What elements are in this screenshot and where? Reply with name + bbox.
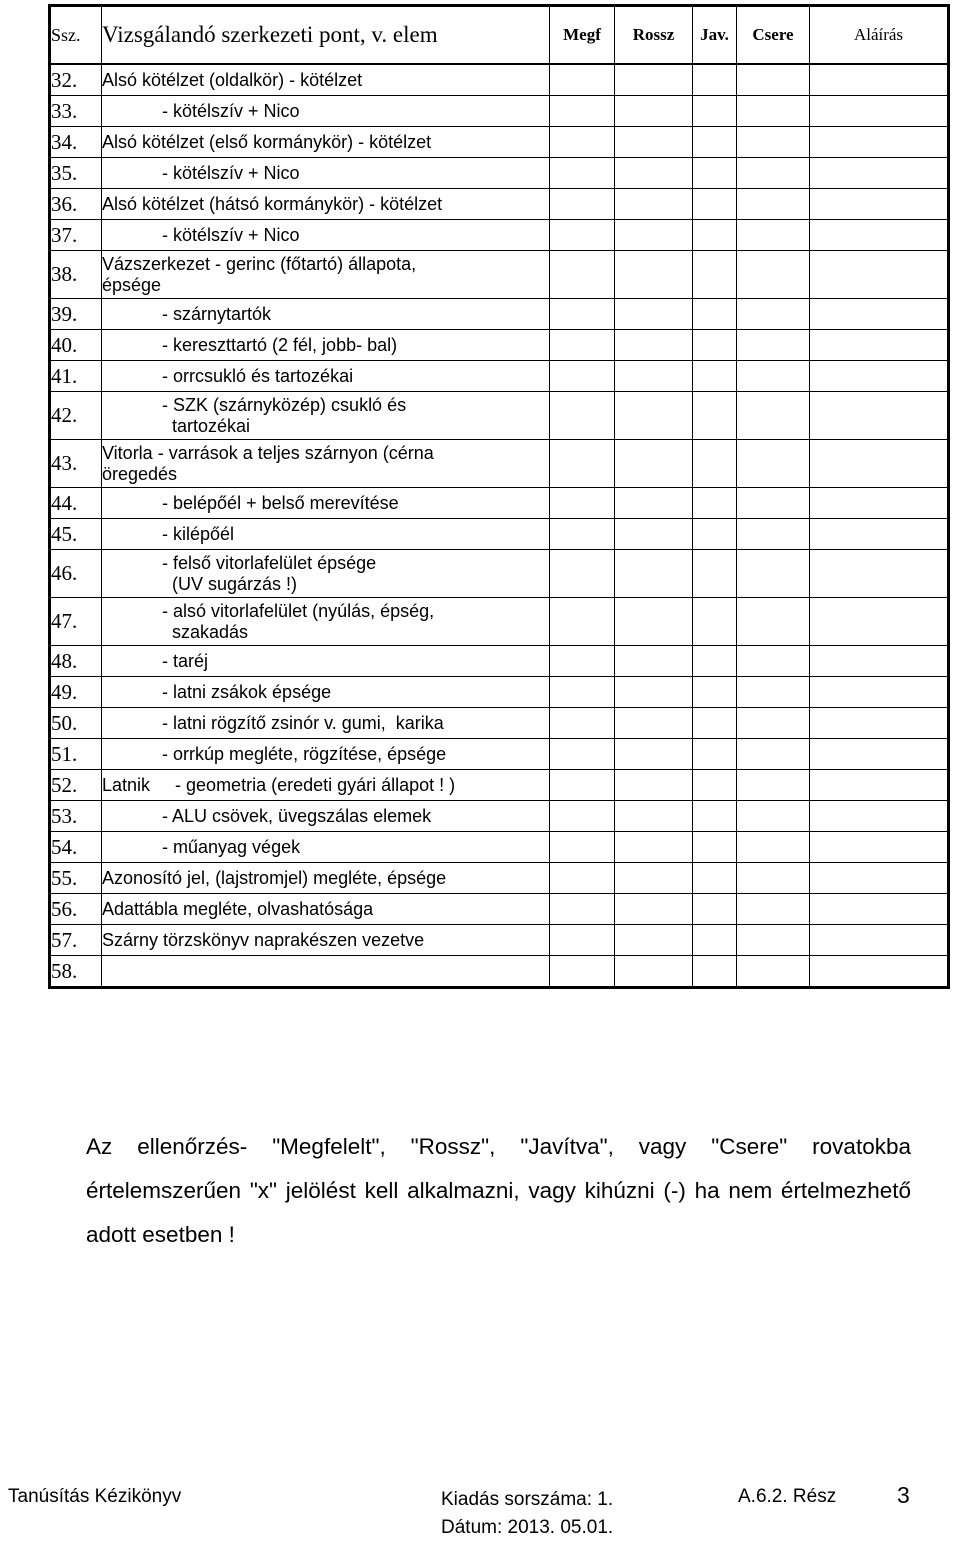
cell-csere[interactable] (737, 677, 810, 708)
cell-jav[interactable] (693, 361, 737, 392)
cell-alairas[interactable] (810, 894, 949, 925)
cell-megf[interactable] (550, 708, 615, 739)
cell-rossz[interactable] (615, 832, 693, 863)
cell-megf[interactable] (550, 127, 615, 158)
cell-megf[interactable] (550, 64, 615, 96)
cell-csere[interactable] (737, 550, 810, 598)
row-item (102, 440, 550, 488)
cell-csere[interactable] (737, 361, 810, 392)
table-row (50, 251, 949, 299)
cell-jav[interactable] (693, 440, 737, 488)
row-item (102, 220, 550, 251)
row-item-text-line2: épsége (102, 274, 162, 295)
cell-rossz[interactable] (615, 361, 693, 392)
row-item-text: - kereszttartó (2 fél, jobb- bal) (102, 334, 398, 355)
row-number: 45. (50, 519, 102, 550)
row-number: 36. (50, 189, 102, 220)
cell-alairas[interactable] (810, 251, 949, 299)
row-item-text: Vitorla - varrások a teljes szárnyon (cérna (102, 442, 434, 463)
row-item-text: - latni rögzítő zsinór v. gumi, karika (102, 712, 444, 733)
row-item (102, 158, 550, 189)
cell-jav[interactable] (693, 956, 737, 988)
cell-csere[interactable] (737, 220, 810, 251)
cell-jav[interactable] (693, 488, 737, 519)
cell-jav[interactable] (693, 220, 737, 251)
row-number: 34. (50, 127, 102, 158)
cell-rossz[interactable] (615, 64, 693, 96)
inspection-table (48, 4, 950, 989)
row-item-text-line2: öregedés (102, 463, 178, 484)
cell-megf[interactable] (550, 299, 615, 330)
cell-jav[interactable] (693, 299, 737, 330)
cell-rossz[interactable] (615, 863, 693, 894)
table-row (50, 550, 949, 598)
cell-rossz[interactable] (615, 894, 693, 925)
cell-csere[interactable] (737, 519, 810, 550)
cell-jav[interactable] (693, 708, 737, 739)
row-item (102, 677, 550, 708)
row-number: 32. (50, 64, 102, 96)
cell-alairas[interactable] (810, 96, 949, 127)
row-number: 46. (50, 550, 102, 598)
table-row (50, 330, 949, 361)
table-header-row (50, 6, 949, 65)
row-item-text: - latni zsákok épsége (102, 681, 332, 702)
cell-jav[interactable] (693, 330, 737, 361)
cell-rossz[interactable] (615, 392, 693, 440)
row-number: 44. (50, 488, 102, 519)
row-item (102, 598, 550, 646)
row-item-text: Alsó kötélzet (első kormánykör) - kötélzet (102, 131, 432, 152)
table-row (50, 801, 949, 832)
cell-csere[interactable] (737, 598, 810, 646)
row-item (102, 739, 550, 770)
cell-csere[interactable] (737, 189, 810, 220)
cell-jav[interactable] (693, 863, 737, 894)
cell-megf[interactable] (550, 96, 615, 127)
row-item (102, 863, 550, 894)
cell-rossz[interactable] (615, 251, 693, 299)
instructions-note: Az ellenőrzés- "Megfelelt", "Rossz", "Javítva", vagy "Csere" rovatokba értelemszerűen "x" jelölést kell alkalmazni, vagy kihúzni (-) ha nem értelmezhető adott esetben ! (86, 1134, 911, 1247)
row-number: 49. (50, 677, 102, 708)
footer-manual-title: Tanúsítás Kézikönyv (8, 1486, 182, 1507)
cell-csere[interactable] (737, 801, 810, 832)
row-number: 43. (50, 440, 102, 488)
cell-rossz[interactable] (615, 677, 693, 708)
cell-alairas[interactable] (810, 925, 949, 956)
cell-rossz[interactable] (615, 550, 693, 598)
table-row (50, 677, 949, 708)
row-item (102, 96, 550, 127)
cell-alairas[interactable] (810, 64, 949, 96)
table-row (50, 64, 949, 96)
header-serial-number: Ssz. (50, 6, 102, 65)
row-item-text-line2: (UV sugárzás !) (102, 573, 298, 594)
cell-rossz[interactable] (615, 519, 693, 550)
header-alairas: Aláírás (810, 6, 949, 65)
cell-jav[interactable] (693, 189, 737, 220)
cell-alairas[interactable] (810, 220, 949, 251)
cell-jav[interactable] (693, 739, 737, 770)
cell-rossz[interactable] (615, 299, 693, 330)
row-item-text: - kilépőél (102, 523, 235, 544)
row-item (102, 251, 550, 299)
cell-megf[interactable] (550, 646, 615, 677)
table-row (50, 832, 949, 863)
cell-megf[interactable] (550, 392, 615, 440)
cell-rossz[interactable] (615, 488, 693, 519)
row-item-text: Alsó kötélzet (hátsó kormánykör) - kötélzet (102, 193, 443, 214)
row-item-text: Adattábla megléte, olvashatósága (102, 898, 374, 919)
table-row (50, 299, 949, 330)
cell-megf[interactable] (550, 189, 615, 220)
cell-csere[interactable] (737, 832, 810, 863)
row-item (102, 770, 550, 801)
row-number: 51. (50, 739, 102, 770)
cell-jav[interactable] (693, 96, 737, 127)
row-number: 42. (50, 392, 102, 440)
table-row (50, 925, 949, 956)
row-item-text: - szárnytartók (102, 303, 272, 324)
page-number: 3 (897, 1482, 910, 1508)
row-item-text-line2: tartozékai (102, 415, 251, 436)
cell-megf[interactable] (550, 894, 615, 925)
row-number: 47. (50, 598, 102, 646)
row-item (102, 299, 550, 330)
cell-megf[interactable] (550, 488, 615, 519)
cell-megf[interactable] (550, 677, 615, 708)
row-item-text: - orrkúp megléte, rögzítése, épsége (102, 743, 447, 764)
cell-rossz[interactable] (615, 739, 693, 770)
row-item (102, 392, 550, 440)
row-item (102, 64, 550, 96)
cell-rossz[interactable] (615, 127, 693, 158)
cell-csere[interactable] (737, 330, 810, 361)
row-number: 39. (50, 299, 102, 330)
cell-alairas[interactable] (810, 361, 949, 392)
cell-megf[interactable] (550, 550, 615, 598)
row-number: 58. (50, 956, 102, 988)
cell-alairas[interactable] (810, 299, 949, 330)
table-row (50, 220, 949, 251)
header-inspected-item: Vizsgálandó szerkezeti pont, v. elem (102, 6, 550, 65)
row-item-text: - belépőél + belső merevítése (102, 492, 399, 513)
cell-megf[interactable] (550, 956, 615, 988)
row-item (102, 894, 550, 925)
cell-alairas[interactable] (810, 330, 949, 361)
cell-csere[interactable] (737, 64, 810, 96)
cell-csere[interactable] (737, 392, 810, 440)
footer-section: A.6.2. Rész (738, 1486, 837, 1507)
table-row (50, 956, 949, 988)
row-item-text: - kötélszív + Nico (102, 100, 300, 121)
cell-jav[interactable] (693, 677, 737, 708)
row-number: 35. (50, 158, 102, 189)
row-item-text: Azonosító jel, (lajstromjel) megléte, épsége (102, 867, 447, 888)
cell-csere[interactable] (737, 956, 810, 988)
cell-megf[interactable] (550, 440, 615, 488)
cell-jav[interactable] (693, 127, 737, 158)
cell-jav[interactable] (693, 770, 737, 801)
cell-megf[interactable] (550, 251, 615, 299)
row-item (102, 519, 550, 550)
cell-alairas[interactable] (810, 739, 949, 770)
cell-rossz[interactable] (615, 956, 693, 988)
cell-alairas[interactable] (810, 392, 949, 440)
table-row (50, 189, 949, 220)
row-number: 41. (50, 361, 102, 392)
table-row (50, 519, 949, 550)
footer-edition-block (441, 1486, 613, 1542)
cell-rossz[interactable] (615, 770, 693, 801)
table-row (50, 392, 949, 440)
cell-alairas[interactable] (810, 956, 949, 988)
cell-jav[interactable] (693, 550, 737, 598)
cell-alairas[interactable] (810, 488, 949, 519)
cell-jav[interactable] (693, 925, 737, 956)
table-row (50, 598, 949, 646)
cell-megf[interactable] (550, 801, 615, 832)
cell-rossz[interactable] (615, 598, 693, 646)
table-row (50, 488, 949, 519)
table-row (50, 770, 949, 801)
table-row (50, 739, 949, 770)
row-number: 55. (50, 863, 102, 894)
row-item (102, 488, 550, 519)
cell-alairas[interactable] (810, 519, 949, 550)
cell-csere[interactable] (737, 708, 810, 739)
row-item-text: - orrcsukló és tartozékai (102, 365, 354, 386)
cell-alairas[interactable] (810, 127, 949, 158)
row-item (102, 189, 550, 220)
cell-csere[interactable] (737, 646, 810, 677)
cell-csere[interactable] (737, 251, 810, 299)
row-item-text: - taréj (102, 650, 209, 671)
row-item-text: Szárny törzskönyv naprakészen vezetve (102, 929, 425, 950)
table-row (50, 894, 949, 925)
row-item-text: Vázszerkezet - gerinc (főtartó) állapota, (102, 253, 417, 274)
table-row (50, 158, 949, 189)
cell-csere[interactable] (737, 739, 810, 770)
footer-date: Dátum: 2013. 05.01. (441, 1517, 614, 1538)
cell-jav[interactable] (693, 392, 737, 440)
cell-csere[interactable] (737, 158, 810, 189)
row-number: 38. (50, 251, 102, 299)
cell-csere[interactable] (737, 96, 810, 127)
cell-rossz[interactable] (615, 330, 693, 361)
row-item-text: - felső vitorlafelület épsége (102, 552, 377, 573)
footer-edition: Kiadás sorszáma: 1. (441, 1489, 614, 1510)
cell-csere[interactable] (737, 299, 810, 330)
cell-alairas[interactable] (810, 708, 949, 739)
table-row (50, 96, 949, 127)
cell-alairas[interactable] (810, 158, 949, 189)
row-item (102, 925, 550, 956)
row-item (102, 832, 550, 863)
cell-rossz[interactable] (615, 646, 693, 677)
cell-rossz[interactable] (615, 158, 693, 189)
row-item (102, 801, 550, 832)
row-number: 37. (50, 220, 102, 251)
cell-megf[interactable] (550, 739, 615, 770)
row-number: 57. (50, 925, 102, 956)
cell-megf[interactable] (550, 770, 615, 801)
cell-alairas[interactable] (810, 550, 949, 598)
cell-csere[interactable] (737, 770, 810, 801)
cell-alairas[interactable] (810, 646, 949, 677)
cell-csere[interactable] (737, 488, 810, 519)
cell-csere[interactable] (737, 894, 810, 925)
row-item-text: - alsó vitorlafelület (nyúlás, épség, (102, 600, 435, 621)
cell-rossz[interactable] (615, 925, 693, 956)
cell-jav[interactable] (693, 251, 737, 299)
cell-jav[interactable] (693, 894, 737, 925)
cell-megf[interactable] (550, 330, 615, 361)
cell-jav[interactable] (693, 158, 737, 189)
cell-megf[interactable] (550, 519, 615, 550)
row-item-text: Alsó kötélzet (oldalkör) - kötélzet (102, 69, 363, 90)
cell-megf[interactable] (550, 925, 615, 956)
cell-rossz[interactable] (615, 220, 693, 251)
row-item-text: - műanyag végek (102, 836, 301, 857)
cell-alairas[interactable] (810, 832, 949, 863)
cell-megf[interactable] (550, 361, 615, 392)
cell-jav[interactable] (693, 646, 737, 677)
cell-alairas[interactable] (810, 189, 949, 220)
row-item-text-line2: szakadás (102, 621, 249, 642)
row-item (102, 330, 550, 361)
cell-jav[interactable] (693, 519, 737, 550)
cell-rossz[interactable] (615, 801, 693, 832)
row-number: 33. (50, 96, 102, 127)
row-item (102, 550, 550, 598)
cell-rossz[interactable] (615, 440, 693, 488)
cell-alairas[interactable] (810, 770, 949, 801)
table-row (50, 440, 949, 488)
row-number: 40. (50, 330, 102, 361)
cell-jav[interactable] (693, 832, 737, 863)
header-csere: Csere (737, 6, 810, 65)
header-javitva: Jav. (693, 6, 737, 65)
row-item (102, 361, 550, 392)
cell-rossz[interactable] (615, 96, 693, 127)
cell-megf[interactable] (550, 863, 615, 894)
table-row (50, 127, 949, 158)
cell-csere[interactable] (737, 127, 810, 158)
cell-jav[interactable] (693, 598, 737, 646)
row-item-text: - SZK (szárnyközép) csukló és (102, 394, 407, 415)
header-rossz: Rossz (615, 6, 693, 65)
row-number: 52. (50, 770, 102, 801)
cell-megf[interactable] (550, 220, 615, 251)
cell-rossz[interactable] (615, 708, 693, 739)
row-item (102, 127, 550, 158)
cell-alairas[interactable] (810, 440, 949, 488)
row-item-text: - kötélszív + Nico (102, 224, 300, 245)
cell-rossz[interactable] (615, 189, 693, 220)
cell-jav[interactable] (693, 801, 737, 832)
row-item (102, 708, 550, 739)
row-item-text: Latnik - geometria (eredeti gyári állapot ! ) (102, 774, 456, 795)
table-row (50, 863, 949, 894)
cell-megf[interactable] (550, 158, 615, 189)
cell-csere[interactable] (737, 925, 810, 956)
header-megfelelt: Megf (550, 6, 615, 65)
row-item (102, 646, 550, 677)
row-number: 48. (50, 646, 102, 677)
cell-csere[interactable] (737, 440, 810, 488)
cell-csere[interactable] (737, 863, 810, 894)
table-row (50, 708, 949, 739)
row-item (102, 956, 550, 988)
cell-alairas[interactable] (810, 677, 949, 708)
table-row (50, 361, 949, 392)
row-item-text: - kötélszív + Nico (102, 162, 300, 183)
row-number: 56. (50, 894, 102, 925)
cell-alairas[interactable] (810, 863, 949, 894)
cell-megf[interactable] (550, 598, 615, 646)
row-item-text: - ALU csövek, üvegszálas elemek (102, 805, 432, 826)
cell-alairas[interactable] (810, 801, 949, 832)
table-row (50, 646, 949, 677)
row-number: 54. (50, 832, 102, 863)
cell-megf[interactable] (550, 832, 615, 863)
cell-jav[interactable] (693, 64, 737, 96)
row-number: 53. (50, 801, 102, 832)
cell-alairas[interactable] (810, 598, 949, 646)
row-number: 50. (50, 708, 102, 739)
